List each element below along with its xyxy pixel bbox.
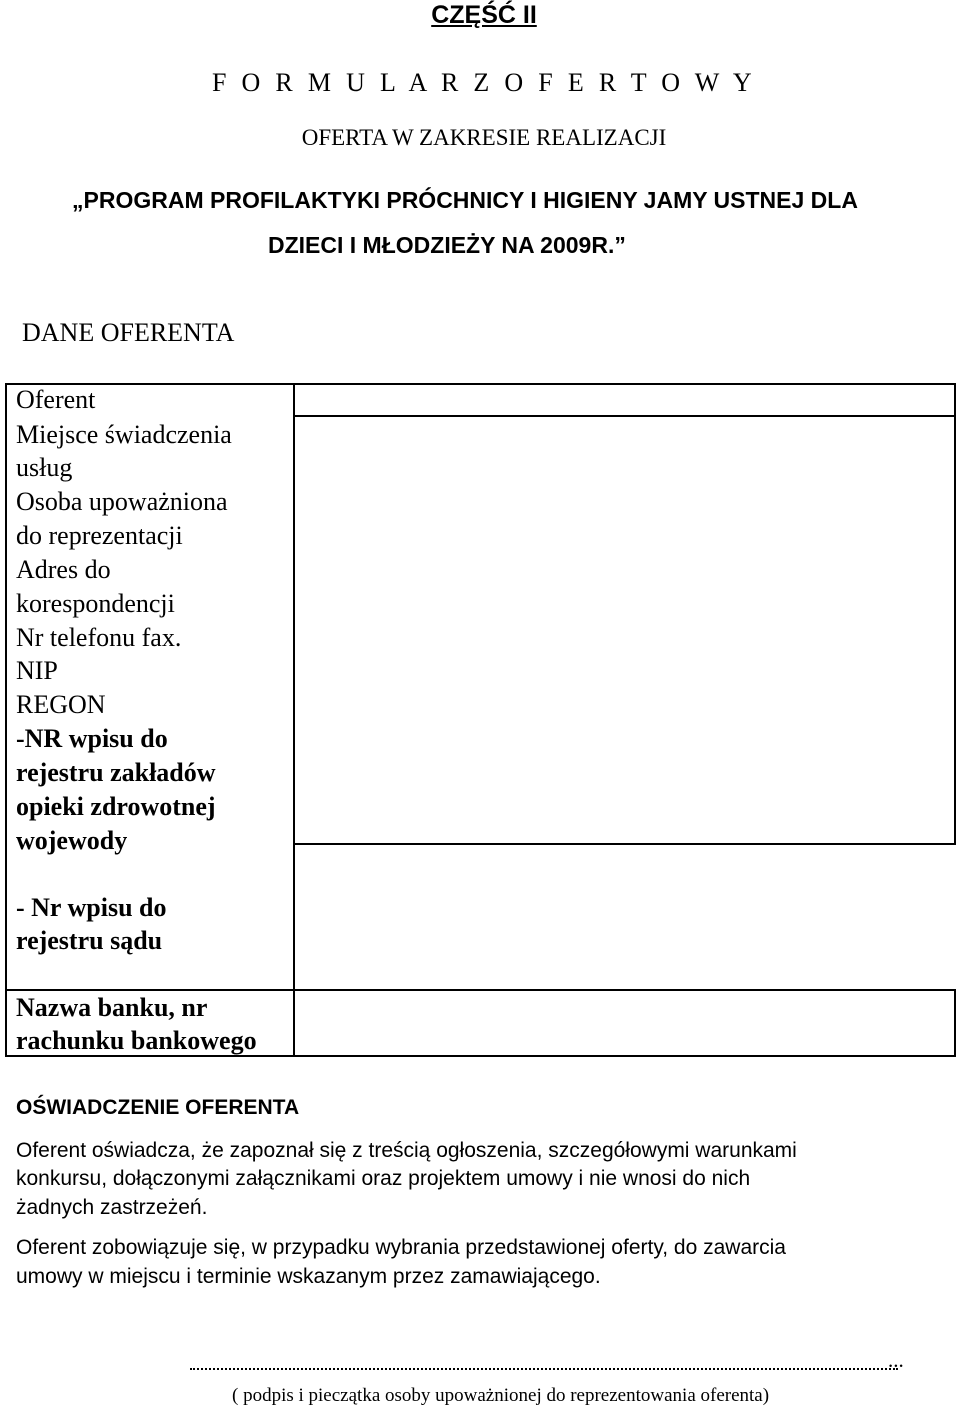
- label-bank-2: rachunku bankowego: [16, 1026, 257, 1055]
- statement-line-2: konkursu, dołączonymi załącznikami oraz projektem umowy i nie wnosi do nich: [16, 1167, 751, 1190]
- details-value-field[interactable]: [293, 415, 956, 845]
- label-bank-1: Nazwa banku, nr: [16, 993, 208, 1022]
- signature-caption: ( podpis i pieczątka osoby upoważnionej do reprezentowania oferenta): [232, 1385, 770, 1406]
- offerer-section-title: DANE OFERENTA: [22, 318, 235, 347]
- label-nip: NIP: [16, 656, 58, 685]
- bank-value-field[interactable]: [293, 989, 956, 1057]
- statement-line-4: Oferent zobowiązuje się, w przypadku wybrania przedstawionej oferty, do zawarcia: [16, 1236, 786, 1259]
- label-representative-1: Osoba upoważniona: [16, 487, 228, 516]
- label-court-registry-2: rejestru sądu: [16, 926, 163, 955]
- program-title-line-1: „PROGRAM PROFILAKTYKI PRÓCHNICY I HIGIENY JAMY USTNEJ DLA: [72, 187, 858, 213]
- label-phone-fax: Nr telefonu fax.: [16, 623, 182, 652]
- form-title: F O R M U L A R Z O F E R T O W Y: [211, 68, 756, 97]
- statement-title: OŚWIADCZENIE OFERENTA: [16, 1096, 300, 1119]
- statement-line-3: żadnych zastrzeżeń.: [16, 1196, 208, 1219]
- statement-line-1: Oferent oświadcza, że zapoznał się z treścią ogłoszenia, szczegółowymi warunkami: [16, 1139, 797, 1162]
- offer-scope: OFERTA W ZAKRESIE REALIZACJI: [301, 125, 667, 150]
- statement-line-5: umowy w miejscu i terminie wskazanym przez zamawiającego.: [16, 1265, 601, 1288]
- label-registry-2: rejestru zakładów: [16, 758, 216, 787]
- label-regon: REGON: [16, 690, 106, 719]
- label-representative-2: do reprezentacji: [16, 521, 183, 550]
- label-service-place-1: Miejsce świadczenia: [16, 420, 232, 449]
- label-address-1: Adres do: [16, 555, 111, 584]
- offerer-data-table: [5, 383, 956, 1057]
- offerer-value-field[interactable]: [293, 383, 956, 417]
- program-title-line-2: DZIECI I MŁODZIEŻY NA 2009R.”: [268, 232, 626, 258]
- signature-line[interactable]: [190, 1368, 898, 1370]
- label-registry-3: opieki zdrowotnej: [16, 792, 216, 821]
- label-registry-4: wojewody: [16, 826, 128, 855]
- label-service-place-2: usług: [16, 453, 73, 482]
- part-heading: [0, 0, 960, 30]
- label-address-2: korespondencji: [16, 589, 175, 618]
- part-heading-text: CZĘŚĆ II: [431, 1, 537, 29]
- label-court-registry-1: - Nr wpisu do: [16, 893, 167, 922]
- signature-dots: ...: [888, 1348, 904, 1372]
- label-registry-1: -NR wpisu do: [16, 724, 168, 753]
- label-offerer: Oferent: [16, 385, 96, 414]
